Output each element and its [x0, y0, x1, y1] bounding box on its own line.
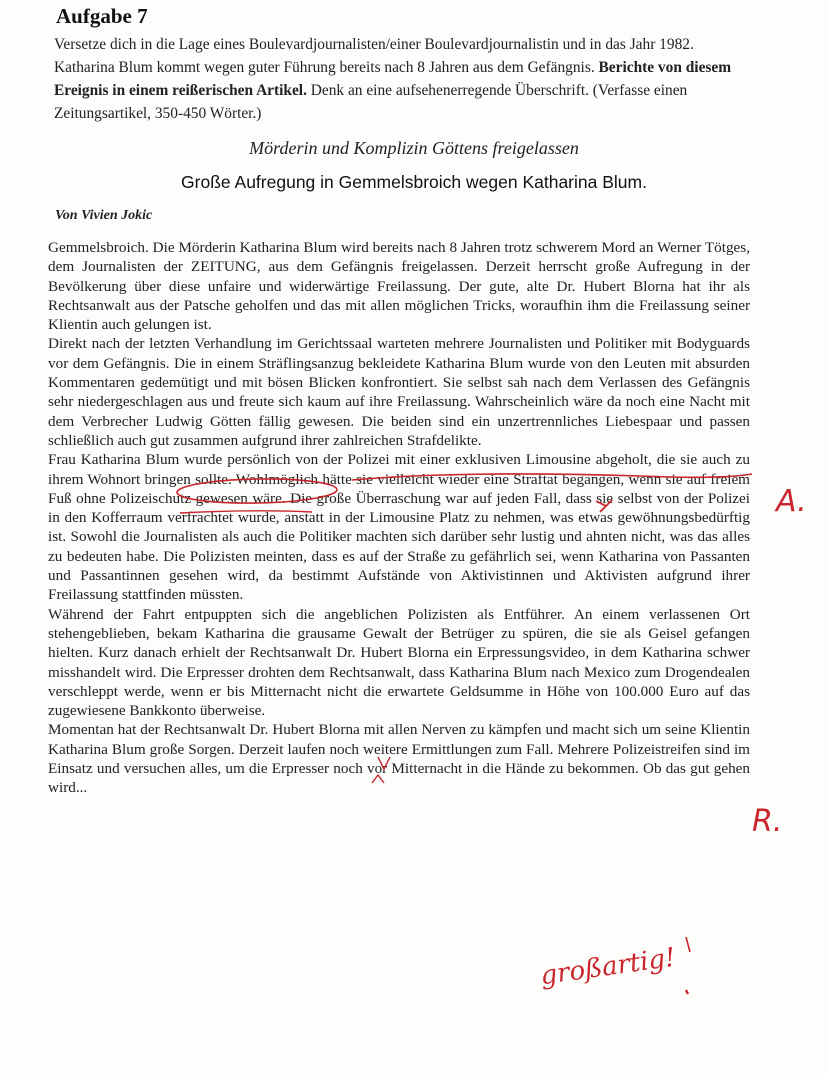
- signature-stroke: [686, 937, 690, 952]
- article-subheadline: Große Aufregung in Gemmelsbroich wegen Katharina Blum.: [181, 172, 647, 192]
- task-text-bold: Berichte von diesem Ereignis in einem reißerischen Artikel.: [54, 59, 732, 99]
- article-paragraph: Direkt nach der letzten Verhandlung im Gerichtssaal warteten mehrere Journalisten und Politiker mit Bodyguards vor dem Gefängnis. Die in einem Sträflingsanzug bekleidete Katharina Blum wurde von den Leuten mit absurden Kommentaren gedemütigt und mit bösen Blicken konfrontiert. Sie selbst sah nach dem Verlassen des Gefängnis sehr niedergeschlagen aus und freute sich kaum auf ihre Freilassung. Wahrscheinlich wäre da noch eine Nacht mit dem Verbrecher Ludwig Götten fällig gewesen. Die beiden sind ein unzertrennliches Liebespaar und passen schließlich auch gut zusammen aufgrund ihrer zahlreichen Strafdelikte.: [48, 335, 750, 449]
- article-paragraph: Momentan hat der Rechtsanwalt Dr. Hubert Blorna mit allen Nerven zu kämpfen und macht sich um seine Klientin Katharina Blum große Sorgen. Derzeit laufen noch weitere Ermittlungen zum Fall. Mehrere Polizeistreifen sind im Einsatz und versuchen alles, um die Erpresser noch vor Mitternacht in die Hände zu bekommen. Ob das gut gehen wird...: [48, 721, 750, 797]
- article-body: [48, 238, 750, 798]
- article-headline: Mörderin und Komplizin Göttens freigelassen: [249, 138, 579, 158]
- task-instructions: [54, 33, 758, 125]
- article-paragraph: Frau Katharina Blum wurde persönlich von der Polizei mit einer exklusiven Limousine abgeholt, die sie auch zu ihrem Wohnort bringen sollte. Wohlmöglich hätte sie vielleicht wieder eine Straftat begangen, wenn sie auf freiem Fuß ohne Polizeischutz gewesen wäre. Die große Überraschung war auf jeden Fall, dass sie selbst von der Polizei in den Kofferraum verfrachtet wurde, anstatt in der Limousine Platz zu nehmen, was etwas gewöhnungsbedürftig ist. Sowohl die Journalisten als auch die Politiker machten sich darüber sehr lustig und ahnten nicht, was das alles zu bedeuten habe. Die Polizisten meinten, dass es auf der Straße zu gefährlich sei, wenn Katharina von Passanten und Passantinnen gesehen wird, da bestimmt Aufstände von Aktivistinnen und Aktivisten aufgrund ihrer Freilassung stattfinden müssten.: [48, 451, 750, 604]
- margin-mark-r: R.: [752, 804, 783, 839]
- signature-stroke: [686, 990, 688, 994]
- task-text-after: Denk an eine aufsehenerregende Überschrift. (Verfasse einen Zeitungsartikel, 350-450 Wörter.): [54, 82, 688, 122]
- teacher-comment: großartig!: [538, 942, 678, 992]
- article-paragraph: Gemmelsbroich. Die Mörderin Katharina Blum wird bereits nach 8 Jahren trotz schwerem Mord an Werner Tötges, dem Journalisten der ZEITUNG, aus dem Gefängnis freigelassen. Derzeit herrscht große Aufregung in der Bevölkerung über diese unfaire und widerwärtige Freilassung. Der gute, alte Dr. Hubert Blorna hat ihr als Rechtsanwalt aus der Patsche geholfen und das mit allen möglichen Tricks, woraufhin ihm die Freilassung seiner Klientin auch gelungen ist.: [48, 239, 750, 334]
- article-byline: Von Vivien Jokic: [55, 208, 153, 223]
- task-text-before: Versetze dich in die Lage eines Boulevardjournalisten/einer Boulevardjournalistin und in das Jahr 1982. Katharina Blum kommt wegen guter Führung bereits nach 8 Jahren aus dem Gefängnis.: [54, 36, 694, 76]
- article-paragraph: Während der Fahrt entpuppten sich die angeblichen Polizisten als Entführer. An einem verlassenen Ort stehengeblieben, bekam Katharina die grausame Gewalt der Betrüger zu spüren, die sie als Geisel gefangen hielten. Kurz danach erhielt der Rechtsanwalt Dr. Hubert Blorna ein Erpressungsvideo, in dem Katharina schwer misshandelt wird. Die Erpresser drohten dem Rechtsanwalt, dass Katharina Blum nach Mexico zum Drogendealen verschleppt werde, wenn er bis Mitternacht nicht die erwartete Geldsumme in Höhe von 100.000 Euro auf das zugewiesene Bankkonto überweise.: [48, 605, 750, 720]
- task-title: Aufgabe 7: [56, 4, 148, 28]
- margin-mark-a: A.: [776, 484, 807, 519]
